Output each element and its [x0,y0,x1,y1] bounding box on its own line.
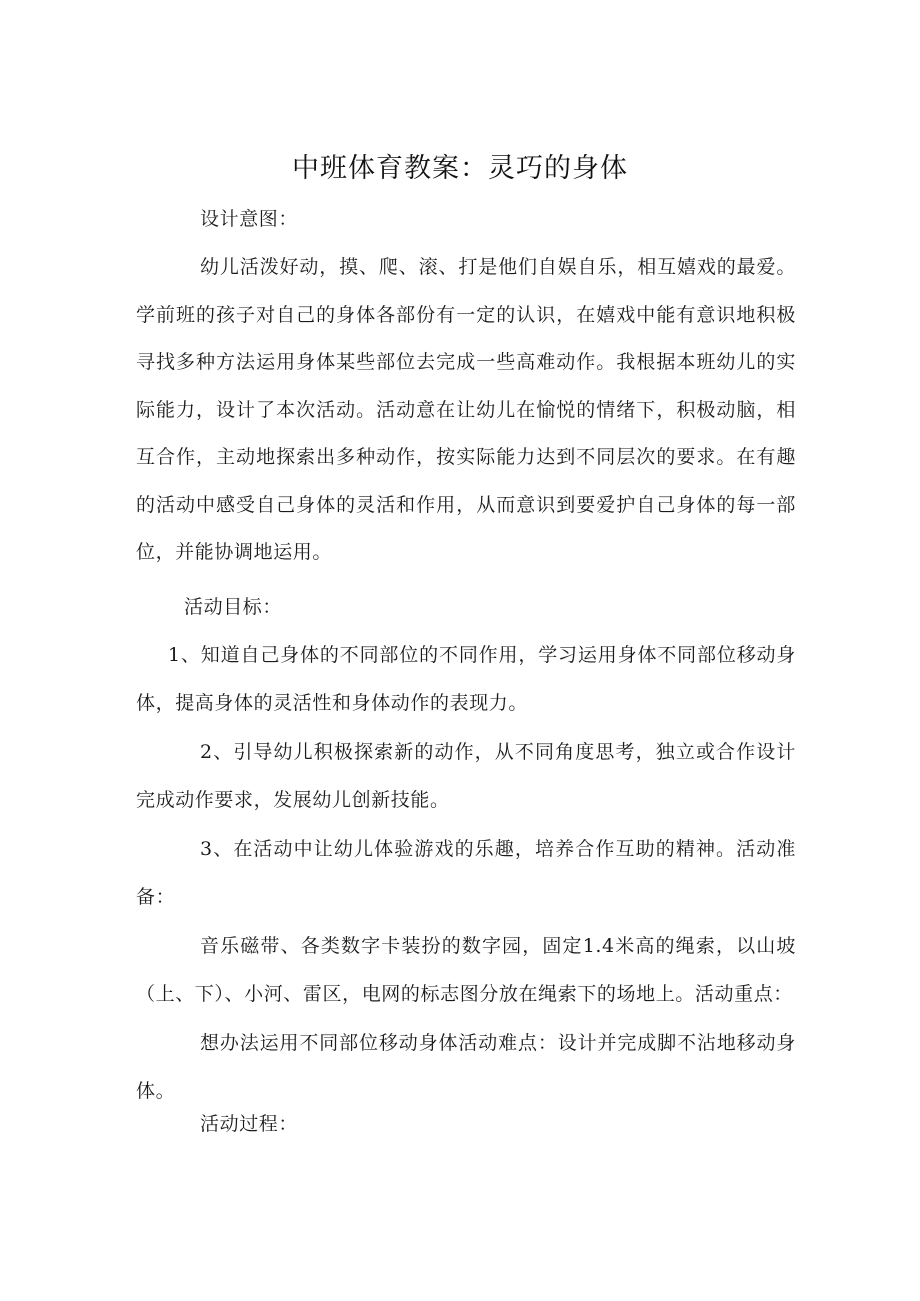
design-heading: 设计意图： [200,208,299,230]
goal-item-1: 1、知道自己身体的不同部位的不同作用，学习运用身体不同部位移动身体，提高身体的灵活性和身体动作的表现力。 [136,644,796,714]
goal-item-2: 2、引导幼儿积极探索新的动作，从不同角度思考，独立或合作设计完成动作要求，发展幼儿创新技能。 [136,741,796,811]
goal-item-3: 3、在活动中让幼儿体验游戏的乐趣，培养合作互助的精神。活动准备： [136,838,796,908]
process-heading: 活动过程： [200,1113,299,1135]
preparation-paragraph: 音乐磁带、各类数字卡装扮的数字园，固定1.4米高的绳索，以山坡（上、下）、小河、雷区，电网的标志图分放在绳索下的场地上。活动重点： [136,935,796,1005]
goals-heading: 活动目标： [184,596,283,618]
focus-difficulty-paragraph: 想办法运用不同部位移动身体活动难点：设计并完成脚不沾地移动身体。 [136,1032,796,1102]
page-title: 中班体育教案：灵巧的身体 [292,153,628,184]
design-paragraph: 幼儿活泼好动，摸、爬、滚、打是他们自娱自乐，相互嬉戏的最爱。学前班的孩子对自己的身体各部份有一定的认识，在嬉戏中能有意识地积极寻找多种方法运用身体某些部位去完成一些高难动作。我根据本班幼儿的实际能力，设计了本次活动。活动意在让幼儿在愉悦的情绪下，积极动脑，相互合作，主动地探索出多种动作，按实际能力达到不同层次的要求。在有趣的活动中感受自己身体的灵活和作用，从而意识到要爱护自己身体的每一部位，并能协调地运用。 [136,256,796,563]
